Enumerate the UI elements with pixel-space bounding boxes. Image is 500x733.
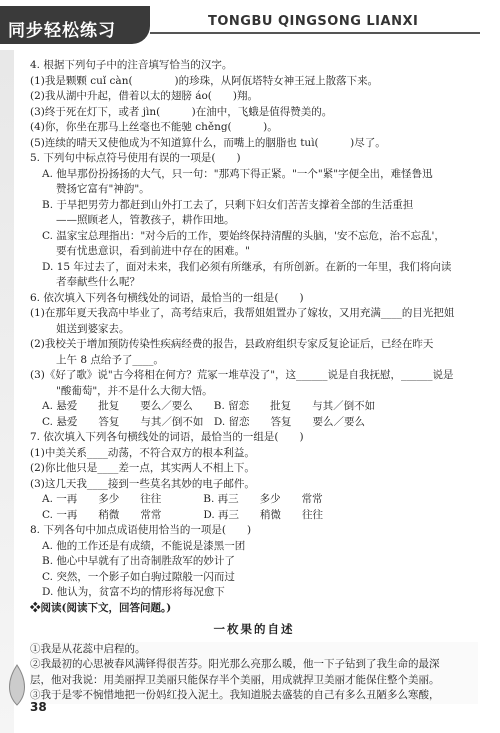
exercise-lines: [30, 58, 478, 601]
corner-decoration-icon: [2, 660, 32, 710]
exercise-line: 者奉献些什么呢？: [56, 276, 140, 288]
page-number: 38: [30, 700, 47, 714]
exercise-line: B. 他心中早就有了出奇制胜敌军的妙计了: [42, 555, 235, 567]
exercise-line: 上午 8 点给予了____。: [56, 353, 164, 366]
exercise-line: A. 他早那份扮扬扬的大气，只一句："那鸡下得正紧。"一个"紧"字便全出，难怪鲁迅: [42, 167, 433, 180]
passage-line: ③我于是零不惋惜地把一份妈红投入泥土。我知道脱去盛装的自己有多么丑陋多么寒酸，: [30, 689, 440, 701]
exercise-line: D. 他认为，贫富不均的情形将每况愈下: [42, 586, 225, 598]
exercise-line: A. 悬爱 批复 要么／要么 B. 留恋 批复 与其／倒不如: [42, 400, 376, 412]
exercise-line: 6. 依次填入下列各句横线处的词语，最恰当的一组是( ): [30, 291, 304, 304]
exercise-line: 姐送到婆家去。: [56, 322, 130, 335]
exercise-line: 7. 依次填入下列各句横线处的词语，最恰当的一组是( ): [30, 431, 304, 443]
exercise-line: B. 于旱把男劳力都赶到山外打工去了，只剩下妇女们苦苦支撑着全部的生活重担: [42, 198, 414, 211]
exercise-line: (2)我从湖中升起，借着以太的翅膀 áo( )翔。: [30, 90, 258, 102]
left-margin-strip: [0, 50, 14, 733]
exercise-line: (5)连续的晴天又使他成为不知道算什么，而嘴上的胭脂也 tuì( )尽了。: [30, 136, 386, 149]
header-pinyin: TONGBU QINGSONG LIANXI: [208, 14, 419, 29]
header-title: 同步轻松练习: [8, 21, 116, 41]
exercise-line: D. 15 年过去了，面对未来，我们必须有所继承，有所创新。在新的一年里，我们将向读: [42, 260, 452, 273]
header-banner: [0, 6, 150, 44]
exercise-line: ——照顾老人，管教孩子，耕作田地。: [56, 214, 235, 226]
exercise-content: [30, 58, 478, 704]
exercise-line: A. 他的工作还是有成绩，不能说是漆黑一团: [42, 539, 246, 552]
page-header: [0, 0, 500, 50]
exercise-line: (2)我校关于增加预防传染性疾病经费的报告，县政府组织专家反复论证后，已经在昨天: [30, 338, 434, 350]
exercise-line: C. 温家宝总理指出："对今后的工作，要始终保持清醒的头脑，'安不忘危，治不忘乱'，: [42, 229, 445, 242]
passage-line: ①我是从花蕊中启程的。: [30, 642, 146, 655]
exercise-line: (4)你，你坐在那马上丝毫也不能驰 chěng( )。: [30, 121, 278, 133]
exercise-line: 5. 下列句中标点符号使用有误的一项是( ): [30, 152, 241, 164]
exercise-line: (3)终于死在灯下，或者 jìn( )在油中，飞蛾是值得赞美的。: [30, 105, 333, 118]
exercise-line: (3)这几天我____接到一些莫名其妙的电子邮件。: [30, 477, 255, 490]
exercise-line: (1)在那年夏天我高中毕业了，高考结束后，我帮姐姐置办了嫁妆，又用充满____的目光把姐: [30, 307, 455, 319]
exercise-line: C. 突然，一个影子如白驹过隙般一闪而过: [42, 570, 235, 583]
exercise-line: (3)《好了歌》说"古今将相在何方？荒冢一堆草没了"，这______说是自我抚慰，______说是: [30, 369, 454, 381]
exercise-line: (1)中美关系____动荡，不符合双方的根本利益。: [30, 446, 255, 459]
exercise-line: C. 悬爱 答复 与其／倒不如 D. 留恋 答复 要么／要么: [42, 415, 366, 428]
exercise-line: 要有忧患意识，看到前进中存在的困难。": [56, 245, 250, 257]
header-divider: [150, 32, 480, 34]
reading-heading: ❖阅读(阅读下文，回答问题。): [30, 601, 172, 614]
reading-title: 一枚果的自述: [213, 622, 295, 636]
passage-line: 层，他对我说：用美丽捍卫美丽只能保存半个美丽，用成就捍卫美丽才能保住整个美丽。: [30, 673, 440, 686]
exercise-line: 8. 下列各句中加点成语使用恰当的一项是( ): [30, 524, 252, 536]
passage-line: ②我最初的心思被春风满铎得很苦芬。阳光那么亮那么暖，他一下子钻到了我生命的最深: [30, 658, 440, 670]
reading-passage: [30, 642, 478, 704]
exercise-line: "酸葡萄"，并不是什么大彻大悟。: [56, 384, 213, 397]
exercise-line: C. 一再 稍微 常常 D. 再三 稍微 往往: [42, 508, 324, 521]
exercise-line: 4. 根据下列句子中的注音填写恰当的汉字。: [30, 59, 233, 71]
exercise-line: 赞扬它富有"神韵"。: [56, 183, 150, 195]
exercise-line: (2)你比他只是____差一点，其实两人不相上下。: [30, 462, 255, 474]
exercise-line: (1)我是颗颗 cuǐ càn( )的珍珠，从阿佤塔特女神王冠上散落下来。: [30, 74, 379, 87]
exercise-line: A. 一再 多少 往往 B. 再三 多少 常常: [42, 493, 323, 505]
